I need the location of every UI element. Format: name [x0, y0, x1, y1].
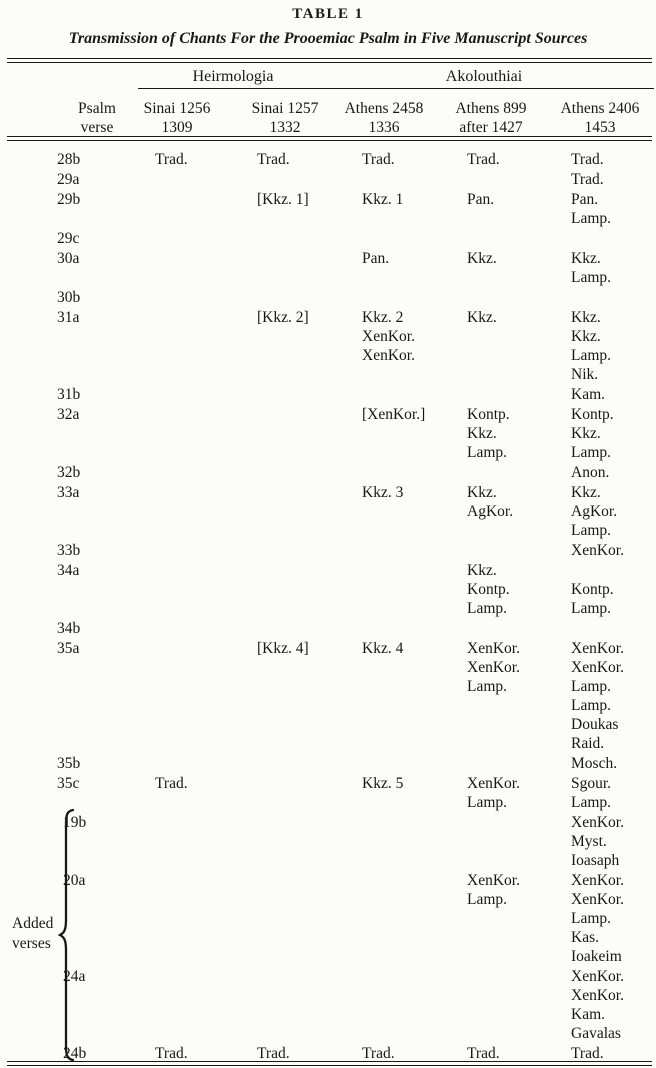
chant-cell [571, 385, 656, 404]
chant-cell [362, 150, 467, 169]
chant-cell [155, 754, 257, 773]
chant-cell [571, 229, 656, 248]
chant-entry: Kkz. [467, 562, 497, 579]
chant-entry: XenKor. [362, 347, 415, 364]
chant-cell [467, 483, 571, 540]
chant-cell [257, 754, 362, 773]
column-header-line1: Psalm [78, 100, 116, 117]
verse-label: 32b [57, 464, 81, 481]
column-header-psalm-verse [78, 99, 116, 137]
chant-entry: AgKor. [467, 503, 514, 520]
chant-entry: Kkz. 1 [362, 191, 404, 208]
chant-entry: Lamp. [571, 269, 612, 286]
chant-cell [571, 871, 656, 966]
chant-cell [362, 619, 467, 638]
chant-entry: XenKor. [571, 640, 624, 657]
chant-entry: AgKor. [571, 503, 618, 520]
chant-cell [467, 308, 571, 384]
chant-cell [257, 871, 362, 966]
chant-entry: Trad. [467, 1045, 500, 1062]
chant-entry: Kontp. [467, 581, 510, 598]
table-row [0, 561, 656, 618]
chant-entry: Trad. [362, 1045, 395, 1062]
chant-entry: Kkz. [467, 484, 497, 501]
column-header-athens-2406 [561, 99, 640, 137]
chant-cell [257, 483, 362, 540]
verse-label: 32a [57, 406, 80, 423]
chant-entry: Lamp. [467, 444, 508, 461]
chant-cell [571, 463, 656, 482]
chant-entry: Kontp. [571, 406, 614, 423]
chant-entry: Ioakeim [571, 948, 622, 965]
chant-cell [155, 288, 257, 307]
chant-cell [155, 385, 257, 404]
chant-cell [257, 619, 362, 638]
chant-cell [467, 288, 571, 307]
chant-cell [571, 190, 656, 228]
table-row [0, 405, 656, 462]
chant-cell [467, 871, 571, 966]
verse-label: 31a [57, 309, 80, 326]
table-body [0, 150, 656, 1064]
verse-label: 34b [57, 620, 81, 637]
chant-cell [155, 619, 257, 638]
chant-entry: XenKor. [571, 968, 624, 985]
column-header-sinai-1257 [252, 99, 319, 137]
chant-cell [155, 561, 257, 618]
chant-cell [467, 967, 571, 1043]
chant-cell [155, 190, 257, 228]
chant-entry: Lamp. [467, 678, 508, 695]
chant-entry: XenKor. [467, 640, 520, 657]
chant-cell [155, 639, 257, 753]
chant-cell [362, 561, 467, 618]
column-header-line2: verse [80, 119, 114, 136]
column-header-line2: 1336 [368, 119, 400, 136]
chant-cell [467, 541, 571, 560]
added-verses-label-line2: verses [12, 935, 51, 952]
chant-entry: Trad. [155, 1045, 188, 1062]
chant-cell [155, 967, 257, 1043]
chant-cell [257, 288, 362, 307]
chant-entry: Lamp. [571, 794, 612, 811]
column-header-athens-2458 [345, 99, 424, 137]
chant-entry: XenKor. [467, 872, 520, 889]
verse-label: 24b [63, 1045, 87, 1062]
chant-cell [362, 170, 467, 189]
chant-entry: XenKor. [571, 891, 624, 908]
table-row [0, 541, 656, 560]
added-verses-label-line1: Added [12, 915, 54, 932]
verse-label: 24a [63, 968, 86, 985]
chant-entry: Kkz. [467, 250, 497, 267]
chant-entry: [XenKor.] [362, 406, 426, 423]
chant-cell [257, 639, 362, 753]
chant-entry: [Kkz. 2] [257, 309, 309, 326]
table-row [0, 871, 656, 966]
bottom-rule [7, 1061, 652, 1066]
column-header-line1: Sinai 1257 [251, 100, 319, 117]
chant-entry: Lamp. [467, 600, 508, 617]
header-rule [7, 136, 652, 141]
chant-entry: Kkz. 2 [362, 309, 404, 326]
chant-entry: Kontp. [467, 406, 510, 423]
chant-cell [257, 190, 362, 228]
chant-cell [571, 150, 656, 169]
chant-entry: XenKor. [571, 659, 624, 676]
chant-entry: Trad. [155, 775, 188, 792]
table-row [0, 308, 656, 384]
chant-entry: Pan. [467, 191, 495, 208]
table-row [0, 229, 656, 248]
column-header-line2: after 1427 [459, 119, 523, 136]
verse-label: 20a [63, 872, 86, 889]
chant-cell [155, 249, 257, 287]
chant-entry: Kkz. 4 [362, 640, 404, 657]
chant-cell [571, 288, 656, 307]
chant-cell [467, 619, 571, 638]
table-row [0, 190, 656, 228]
chant-cell [257, 229, 362, 248]
chant-entry: Kkz. [467, 309, 497, 326]
chant-entry: XenKor. [571, 872, 624, 889]
chant-cell [362, 308, 467, 384]
chant-cell [362, 871, 467, 966]
verse-label: 34a [57, 562, 80, 579]
chant-cell [362, 541, 467, 560]
chant-cell [257, 813, 362, 870]
chant-entry: Lamp. [571, 522, 612, 539]
chant-entry: Lamp. [571, 210, 612, 227]
chant-entry: Doukas [571, 716, 619, 733]
chant-cell [155, 229, 257, 248]
column-header-sinai-1256 [144, 99, 211, 137]
chant-cell [467, 561, 571, 618]
chant-entry: Kam. [571, 386, 606, 403]
table-row [0, 813, 656, 870]
chant-cell [571, 405, 656, 462]
table-row [0, 385, 656, 404]
column-header-line2: 1453 [584, 119, 616, 136]
chant-cell [571, 561, 656, 618]
column-header-athens-899 [455, 99, 526, 137]
table-row [0, 150, 656, 169]
column-header-line1: Athens 2406 [560, 100, 640, 117]
chant-cell [467, 405, 571, 462]
group-header-akolouthiai: Akolouthiai [445, 68, 523, 85]
table-row [0, 754, 656, 773]
added-verses-label [12, 914, 53, 954]
chant-cell [467, 229, 571, 248]
chant-entry: [Kkz. 4] [257, 640, 309, 657]
chant-cell [155, 813, 257, 870]
chant-cell [257, 249, 362, 287]
chant-entry: Trad. [362, 151, 395, 168]
chant-cell [571, 967, 656, 1043]
chant-cell [155, 405, 257, 462]
chant-cell [362, 405, 467, 462]
chant-entry: XenKor. [362, 328, 415, 345]
chant-entry: XenKor. [467, 659, 520, 676]
chant-cell [257, 405, 362, 462]
chant-cell [467, 150, 571, 169]
chant-entry: Pan. [362, 250, 390, 267]
chant-entry: Kkz. 5 [362, 775, 404, 792]
chant-entry: Anon. [571, 464, 610, 481]
chant-cell [155, 150, 257, 169]
chant-entry: Lamp. [467, 794, 508, 811]
verse-label: 33b [57, 542, 81, 559]
chant-cell [467, 170, 571, 189]
chant-cell [362, 754, 467, 773]
verse-label: 30b [57, 289, 81, 306]
table-title: TABLE 1 [292, 6, 364, 22]
chant-cell [257, 463, 362, 482]
chant-cell [362, 774, 467, 812]
column-header-line1: Athens 899 [455, 100, 527, 117]
chant-entry: Kkz. [571, 250, 601, 267]
chant-entry: Lamp. [467, 891, 508, 908]
column-header-line1: Athens 2458 [344, 100, 424, 117]
chant-cell [257, 308, 362, 384]
chant-entry: Pan. [571, 191, 599, 208]
chant-entry [571, 561, 656, 580]
chant-entry: XenKor. [571, 814, 624, 831]
table-row [0, 639, 656, 753]
chant-entry: Kkz. [571, 425, 601, 442]
verse-label: 31b [57, 386, 81, 403]
chant-cell [467, 249, 571, 287]
chant-cell [155, 541, 257, 560]
chant-cell [571, 249, 656, 287]
chant-cell [571, 541, 656, 560]
verse-label: 29c [57, 230, 80, 247]
chant-cell [362, 190, 467, 228]
chant-cell [467, 774, 571, 812]
chant-cell [257, 561, 362, 618]
chant-cell [571, 619, 656, 638]
chant-cell [467, 190, 571, 228]
chant-cell [467, 463, 571, 482]
chant-entry: Lamp. [571, 697, 612, 714]
chant-entry: Kkz. [571, 484, 601, 501]
chant-cell [571, 308, 656, 384]
chant-cell [362, 229, 467, 248]
verse-label: 29b [57, 191, 81, 208]
column-header-line2: 1309 [161, 119, 193, 136]
table-row [0, 483, 656, 540]
chant-entry: XenKor. [571, 987, 624, 1004]
table-row [0, 170, 656, 189]
chant-entry: Lamp. [571, 600, 612, 617]
chant-entry: Trad. [571, 171, 604, 188]
added-verses-brace [58, 808, 78, 1062]
top-rule [7, 58, 652, 63]
verse-label: 28b [57, 151, 81, 168]
chant-cell [362, 463, 467, 482]
chant-cell [155, 774, 257, 812]
chant-entry: Kkz. [467, 425, 497, 442]
chant-entry: Lamp. [571, 347, 612, 364]
column-header-line2: 1332 [269, 119, 301, 136]
table-row [0, 619, 656, 638]
chant-entry: Trad. [257, 1045, 290, 1062]
group-header-heirmologia: Heirmologia [192, 68, 274, 85]
verse-label: 35b [57, 755, 81, 772]
chant-cell [362, 249, 467, 287]
chant-entry: Kkz. 3 [362, 484, 404, 501]
chant-entry: Kkz. [571, 328, 601, 345]
chant-cell [571, 483, 656, 540]
chant-cell [155, 308, 257, 384]
chant-entry: XenKor. [467, 775, 520, 792]
chant-entry: Nik. [571, 366, 599, 383]
chant-entry: Kam. [571, 1006, 606, 1023]
chant-cell [571, 774, 656, 812]
chant-cell [257, 385, 362, 404]
chant-entry: Trad. [257, 151, 290, 168]
chant-entry: [Kkz. 1] [257, 191, 309, 208]
chant-cell [467, 385, 571, 404]
group-underline-rule [138, 88, 654, 89]
chant-entry: Kkz. [571, 309, 601, 326]
verse-label: 19b [63, 814, 87, 831]
chant-cell [155, 463, 257, 482]
chant-entry: Trad. [571, 151, 604, 168]
chant-cell [362, 967, 467, 1043]
table-row [0, 967, 656, 1043]
chant-entry: Gavalas [571, 1025, 621, 1042]
table-subtitle: Transmission of Chants For the Prooemiac Psalm in Five Manuscript Sources [68, 30, 588, 47]
chant-cell [362, 385, 467, 404]
column-header-line1: Sinai 1256 [143, 100, 211, 117]
chant-cell [362, 639, 467, 753]
chant-cell [467, 639, 571, 753]
chant-entry: Myst. [571, 833, 607, 850]
table-row [0, 249, 656, 287]
chant-entry: Lamp. [571, 678, 612, 695]
chant-entry: Kas. [571, 929, 599, 946]
verse-label: 35a [57, 640, 80, 657]
table-row [0, 774, 656, 812]
chant-cell [257, 774, 362, 812]
chant-cell [571, 813, 656, 870]
chant-entry: Trad. [571, 1045, 604, 1062]
chant-entry: Sgour. [571, 775, 612, 792]
chant-entry: Ioasaph [571, 852, 620, 869]
chant-cell [257, 150, 362, 169]
chant-cell [571, 754, 656, 773]
chant-entry: XenKor. [571, 542, 624, 559]
table-row [0, 463, 656, 482]
chant-cell [257, 541, 362, 560]
chant-cell [257, 170, 362, 189]
chant-cell [362, 288, 467, 307]
verse-label: 35c [57, 775, 80, 792]
chant-cell [467, 754, 571, 773]
chant-entry: Raid. [571, 735, 605, 752]
chant-entry: Lamp. [571, 444, 612, 461]
chant-entry: Lamp. [571, 910, 612, 927]
chant-entry: Trad. [155, 151, 188, 168]
chant-cell [155, 871, 257, 966]
chant-entry: Trad. [467, 151, 500, 168]
chant-entry: Mosch. [571, 755, 618, 772]
chant-entry: Kontp. [571, 581, 614, 598]
table-row [0, 288, 656, 307]
chant-cell [362, 813, 467, 870]
chant-cell [155, 170, 257, 189]
verse-label: 33a [57, 484, 80, 501]
chant-cell [155, 483, 257, 540]
chant-cell [257, 967, 362, 1043]
verse-label: 30a [57, 250, 80, 267]
verse-label: 29a [57, 171, 80, 188]
chant-cell [571, 639, 656, 753]
chant-cell [467, 813, 571, 870]
chant-cell [362, 483, 467, 540]
chant-cell [571, 170, 656, 189]
